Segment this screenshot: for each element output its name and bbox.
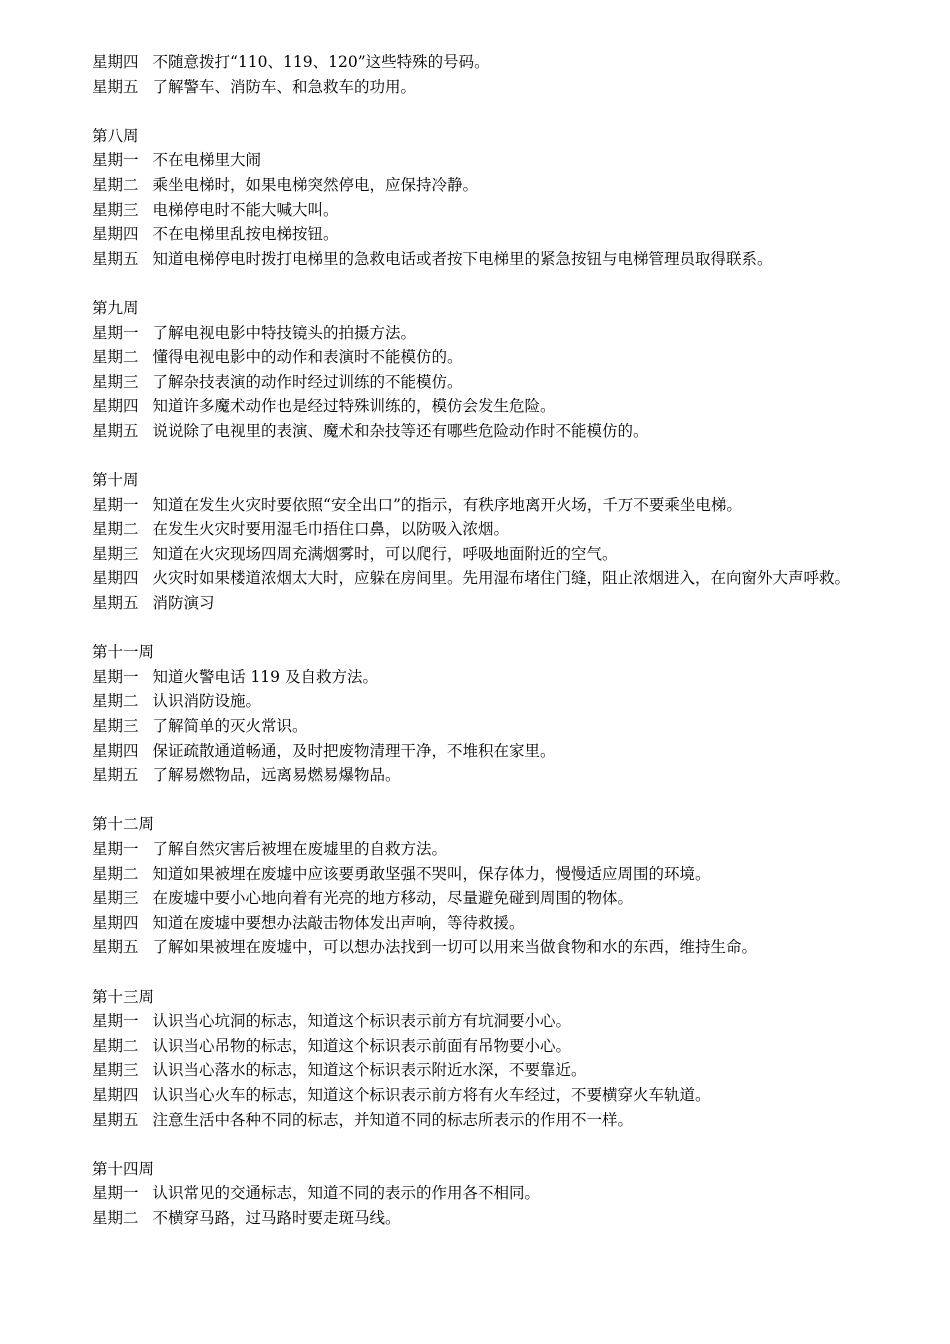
day-label: 星期四: [92, 225, 139, 244]
day-label: 星期一: [92, 1012, 139, 1031]
week-heading: 第十周: [92, 471, 139, 490]
day-entry: [92, 222, 910, 247]
day-label: 星期五: [92, 249, 139, 268]
week-heading: 第十一周: [92, 643, 155, 662]
day-label: 星期五: [92, 766, 139, 785]
day-entry: [92, 247, 910, 272]
day-text: 了解警车、消防车、和急救车的功用。: [152, 77, 417, 96]
day-entry: [92, 370, 910, 395]
day-entry: [92, 148, 910, 173]
day-text: 了解电视电影中特技镜头的拍摄方法。: [152, 323, 417, 342]
day-text: 保证疏散通道畅通，及时把废物清理干净，不堆积在家里。: [152, 741, 556, 760]
day-label: 星期二: [92, 1208, 139, 1227]
day-text: 火灾时如果楼道浓烟太大时，应躲在房间里。先用湿布堵住门缝，阻止浓烟进入，在向窗外大声呼救。: [152, 569, 851, 588]
day-text: 在发生火灾时要用湿毛巾捂住口鼻，以防吸入浓烟。: [152, 520, 510, 539]
day-label: 星期一: [92, 323, 139, 342]
day-entry: [92, 837, 910, 862]
day-text: 不随意拨打“110、119、120”这些特殊的号码。: [152, 53, 490, 71]
day-entry: [92, 1034, 910, 1059]
day-entry: [92, 419, 910, 444]
day-text: 认识当心火车的标志，知道这个标识表示前方将有火车经过，不要横穿火车轨道。: [152, 1085, 711, 1104]
section-gap: [92, 271, 910, 296]
week-heading: 第十四周: [92, 1159, 155, 1178]
day-entry: [92, 1181, 910, 1206]
section: [92, 296, 910, 444]
day-label: 星期三: [92, 372, 139, 391]
day-text: 知道火警电话 119 及自救方法。: [152, 667, 378, 686]
day-text: 知道在火灾现场四周充满烟雾时，可以爬行，呼吸地面附近的空气。: [152, 544, 618, 563]
day-text: 注意生活中各种不同的标志，并知道不同的标志所表示的作用不一样。: [152, 1110, 634, 1129]
day-text: 电梯停电时不能大喊大叫。: [152, 200, 339, 219]
day-text: 消防演习: [152, 594, 215, 613]
day-text: 认识常见的交通标志，知道不同的表示的作用各不相同。: [152, 1184, 541, 1203]
day-text: 认识当心落水的标志，知道这个标识表示附近水深，不要靠近。: [152, 1061, 587, 1080]
day-entry: [92, 911, 910, 936]
day-entry: [92, 345, 910, 370]
day-entry: [92, 1009, 910, 1034]
day-label: 星期四: [92, 913, 139, 932]
day-entry: [92, 1058, 910, 1083]
section-gap: [92, 99, 910, 124]
day-text: 知道如果被埋在废墟中应该要勇敢坚强不哭叫，保存体力，慢慢适应周围的环境。: [152, 864, 711, 883]
week-heading: 第十三周: [92, 987, 155, 1006]
day-text: 了解杂技表演的动作时经过训练的不能模仿。: [152, 372, 463, 391]
section: [92, 50, 910, 99]
day-label: 星期一: [92, 495, 139, 514]
section-gap: [92, 616, 910, 641]
section: [92, 985, 910, 1133]
day-text: 认识消防设施。: [152, 692, 262, 711]
day-entry: [92, 566, 910, 591]
day-label: 星期五: [92, 421, 139, 440]
section: [92, 640, 910, 788]
day-entry: [92, 1108, 910, 1133]
section: [92, 812, 910, 960]
day-label: 星期四: [92, 1085, 139, 1104]
day-label: 星期一: [92, 1184, 139, 1203]
day-entry: [92, 493, 910, 518]
day-entry: [92, 394, 910, 419]
day-text: 知道在发生火灾时要依照“安全出口”的指示，有秩序地离开火场，千万不要乘坐电梯。: [152, 495, 742, 514]
day-label: 星期二: [92, 1036, 139, 1055]
section: [92, 124, 910, 272]
day-entry: [92, 714, 910, 739]
day-text: 不在电梯里大闹: [152, 151, 262, 170]
day-entry: [92, 321, 910, 346]
section: [92, 468, 910, 616]
day-entry: [92, 1083, 910, 1108]
day-label: 星期三: [92, 889, 139, 908]
day-text: 懂得电视电影中的动作和表演时不能模仿的。: [152, 348, 463, 367]
document-page: [92, 50, 910, 1231]
day-entry: [92, 935, 910, 960]
week-heading: 第八周: [92, 126, 139, 145]
day-entry: [92, 886, 910, 911]
day-label: 星期二: [92, 692, 139, 711]
day-label: 星期四: [92, 53, 139, 71]
day-label: 星期四: [92, 569, 139, 588]
day-entry: [92, 591, 910, 616]
day-entry: [92, 198, 910, 223]
day-label: 星期五: [92, 938, 139, 957]
day-text: 了解易燃物品，远离易燃易爆物品。: [152, 766, 401, 785]
day-entry: [92, 50, 910, 75]
day-label: 星期五: [92, 594, 139, 613]
day-text: 认识当心坑洞的标志，知道这个标识表示前方有坑洞要小心。: [152, 1012, 572, 1031]
day-label: 星期二: [92, 520, 139, 539]
week-heading: 第九周: [92, 298, 139, 317]
day-label: 星期三: [92, 717, 139, 736]
day-text: 在废墟中要小心地向着有光亮的地方移动，尽量避免碰到周围的物体。: [152, 889, 634, 908]
day-entry: [92, 517, 910, 542]
day-text: 知道在废墟中要想办法敲击物体发出声响，等待救援。: [152, 913, 525, 932]
day-text: 不在电梯里乱按电梯按钮。: [152, 225, 339, 244]
day-entry: [92, 75, 910, 100]
day-label: 星期四: [92, 741, 139, 760]
day-entry: [92, 689, 910, 714]
day-text: 了解自然灾害后被埋在废墟里的自救方法。: [152, 840, 448, 858]
day-label: 星期二: [92, 864, 139, 883]
day-label: 星期二: [92, 175, 139, 194]
day-label: 星期五: [92, 1110, 139, 1129]
section: [92, 1157, 910, 1231]
day-text: 认识当心吊物的标志，知道这个标识表示前面有吊物要小心。: [152, 1036, 572, 1055]
day-label: 星期一: [92, 151, 139, 170]
day-label: 星期三: [92, 200, 139, 219]
day-entry: [92, 542, 910, 567]
day-entry: [92, 1206, 910, 1231]
day-text: 了解简单的灭火常识。: [152, 717, 308, 736]
day-text: 乘坐电梯时，如果电梯突然停电，应保持冷静。: [152, 175, 479, 194]
day-entry: [92, 862, 910, 887]
day-text: 不横穿马路，过马路时要走斑马线。: [152, 1208, 401, 1227]
day-label: 星期一: [92, 840, 139, 858]
section-gap: [92, 960, 910, 985]
day-entry: [92, 665, 910, 690]
day-label: 星期三: [92, 544, 139, 563]
day-label: 星期一: [92, 667, 139, 686]
week-heading: 第十二周: [92, 815, 155, 834]
day-label: 星期三: [92, 1061, 139, 1080]
day-label: 星期二: [92, 348, 139, 367]
day-entry: [92, 763, 910, 788]
day-entry: [92, 173, 910, 198]
section-gap: [92, 444, 910, 469]
day-text: 知道许多魔术动作也是经过特殊训练的，模仿会发生危险。: [152, 397, 556, 416]
day-entry: [92, 739, 910, 764]
section-gap: [92, 788, 910, 813]
day-text: 了解如果被埋在废墟中，可以想办法找到一切可以用来当做食物和水的东西，维持生命。: [152, 938, 758, 957]
day-text: 知道电梯停电时拨打电梯里的急救电话或者按下电梯里的紧急按钮与电梯管理员取得联系。: [152, 249, 773, 268]
section-gap: [92, 1132, 910, 1157]
day-text: 说说除了电视里的表演、魔术和杂技等还有哪些危险动作时不能模仿的。: [152, 421, 649, 440]
day-label: 星期四: [92, 397, 139, 416]
day-label: 星期五: [92, 77, 139, 96]
